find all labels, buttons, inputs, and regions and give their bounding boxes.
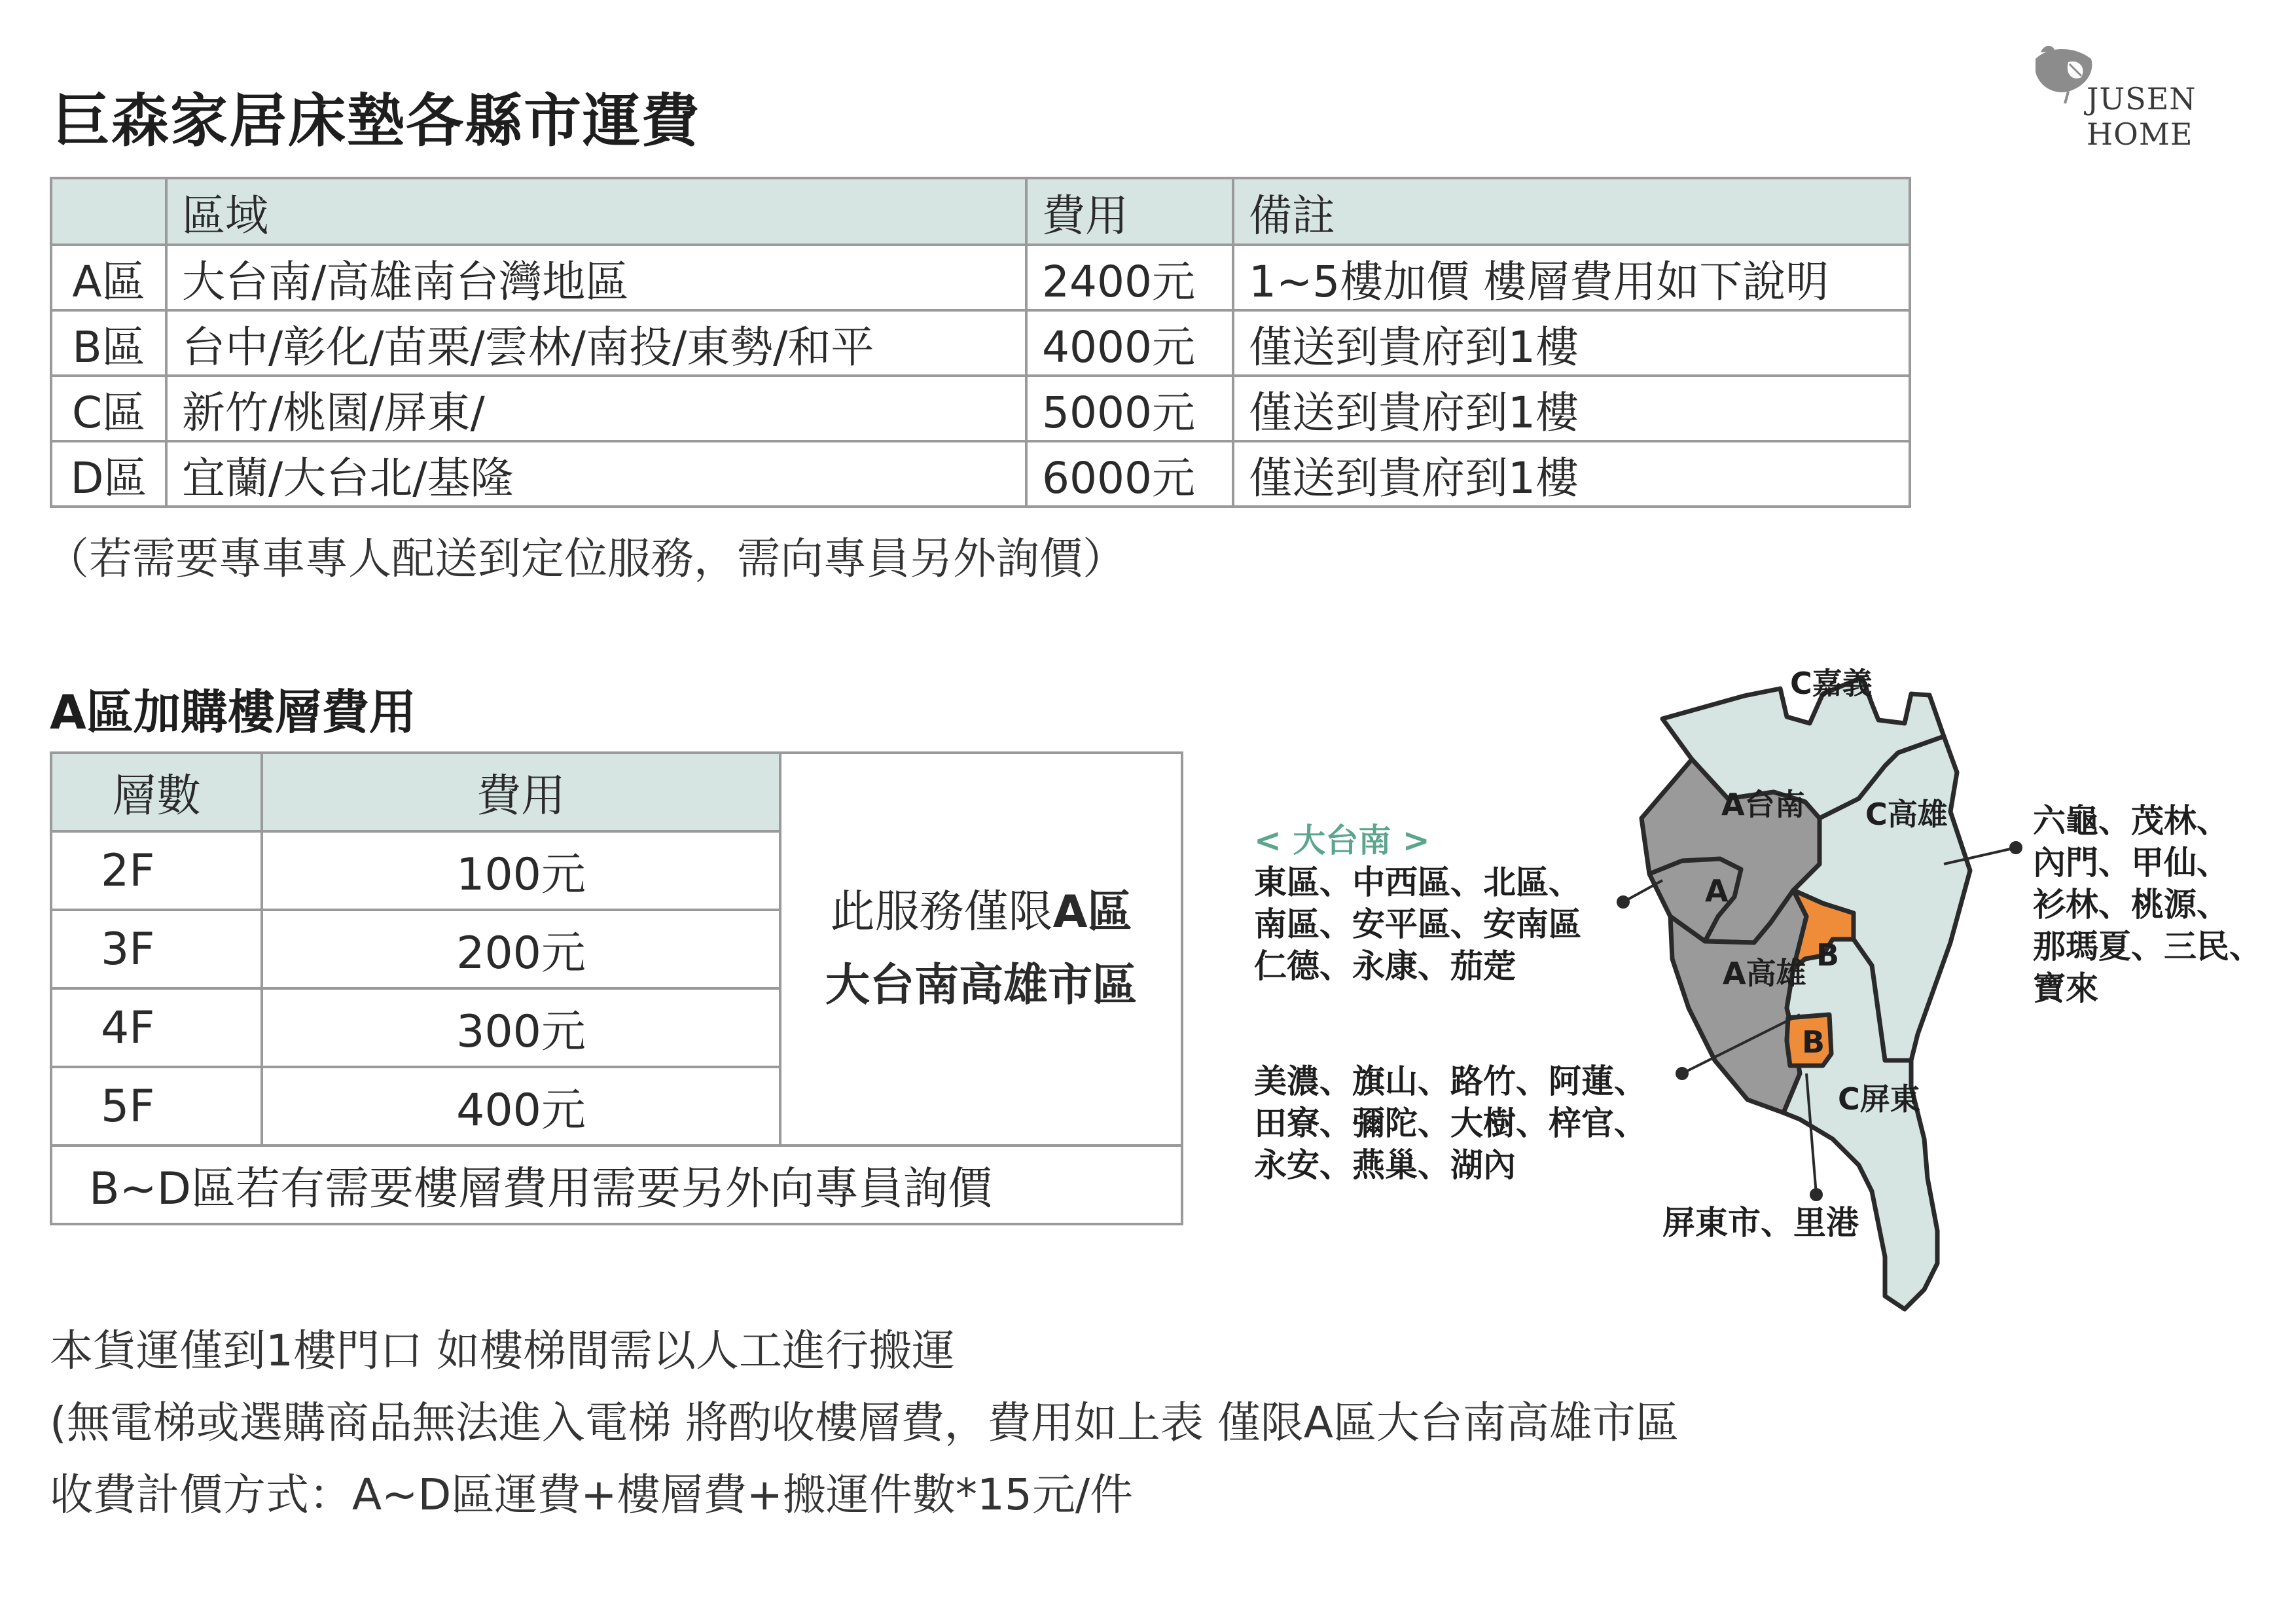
- tainan-line: 東區、中西區、北區、: [1254, 863, 1581, 901]
- page-title: 巨森家居床墊各縣市運費: [52, 87, 701, 154]
- rates-header-fee: 費用: [1026, 178, 1233, 245]
- floor-fee: 100元: [262, 831, 780, 910]
- kaohsiung-c-line: 那瑪夏、三民、: [2033, 928, 2262, 965]
- zone-code: A區: [51, 245, 166, 310]
- label-tainan: A台南: [1721, 787, 1805, 822]
- zone-code: B區: [51, 310, 166, 376]
- tainan-line: 南區、安平區、安南區: [1254, 905, 1581, 943]
- bottom-note: 本貨運僅到1樓門口 如樓梯間需以人工進行搬運: [50, 1326, 955, 1376]
- label-b-upper: B: [1816, 937, 1840, 973]
- zone-note: 1~5樓加價 樓層費用如下說明: [1233, 245, 1910, 310]
- label-chiayi: C嘉義: [1790, 666, 1873, 701]
- rates-row: [51, 441, 1910, 507]
- label-kaohsiung-a: A高雄: [1723, 956, 1806, 991]
- kaohsiung-c-line: 內門、甲仙、: [2033, 844, 2229, 882]
- zone-code: D區: [51, 441, 166, 507]
- bottom-note: 收費計價方式：A~D區運費+樓層費+搬運件數*15元/件: [50, 1470, 1134, 1520]
- service-note-zone: A區: [1052, 886, 1132, 938]
- zone-region: 大台南/高雄南台灣地區: [166, 245, 1026, 310]
- zone-fee: 5000元: [1026, 376, 1233, 441]
- kaohsiung-c-line: 六龜、茂林、: [2033, 802, 2229, 840]
- kaohsiung-c-line: 衫林、桃源、: [2033, 886, 2229, 924]
- kaohsiung-c-line: 寶來: [2033, 969, 2098, 1007]
- zone-region: 宜蘭/大台北/基隆: [166, 441, 1026, 507]
- floor-footer-row: [51, 1146, 1182, 1224]
- floor-level: 2F: [51, 831, 262, 910]
- rates-header-note: 備註: [1233, 178, 1910, 245]
- label-pingtung: C屏東: [1838, 1081, 1920, 1117]
- rates-header-region: 區域: [166, 178, 1026, 245]
- rates-row: [51, 310, 1910, 376]
- service-note: [780, 753, 1182, 1146]
- floor-header-floor: 層數: [51, 753, 262, 831]
- bottom-note: (無電梯或選購商品無法進入電梯 將酌收樓層費，費用如上表 僅限A區大台南高雄市區: [50, 1398, 1679, 1448]
- callout-dot-tainan: [1618, 897, 1628, 907]
- rates-table: [50, 177, 1911, 508]
- kaohsiung-b-line: 田寮、彌陀、大樹、梓官、: [1254, 1104, 1647, 1142]
- label-a: A: [1705, 873, 1729, 909]
- zone-note: 僅送到貴府到1樓: [1233, 310, 1910, 376]
- floor-level: 4F: [51, 988, 262, 1067]
- callout-dot-kaohsiung-b: [1677, 1068, 1687, 1079]
- zone-code: C區: [51, 376, 166, 441]
- floor-level: 3F: [51, 910, 262, 988]
- zone-region: 新竹/桃園/屏東/: [166, 376, 1026, 441]
- rates-header-code: [51, 178, 166, 245]
- floor-header-fee: 費用: [262, 753, 780, 831]
- floor-footer: B~D區若有需要樓層費用需要另外向專員詢價: [51, 1146, 1182, 1224]
- zone-fee: 2400元: [1026, 245, 1233, 310]
- rates-note: （若需要專車專人配送到定位服務，需向專員另外詢價）: [46, 533, 1126, 584]
- pingtung-label: 屏東市、里港: [1662, 1204, 1859, 1242]
- zone-fee: 4000元: [1026, 310, 1233, 376]
- rates-header-row: [51, 178, 1910, 245]
- label-kaohsiung-c: C高雄: [1865, 797, 1948, 832]
- rates-row: [51, 376, 1910, 441]
- label-b-lower: B: [1802, 1024, 1825, 1060]
- zone-region: 台中/彰化/苗栗/雲林/南投/東勢/和平: [166, 310, 1026, 376]
- tainan-header: < 大台南 >: [1254, 821, 1430, 859]
- service-note-area: 大台南高雄市區: [825, 960, 1137, 1011]
- floor-fee: 300元: [262, 988, 780, 1067]
- rates-row: [51, 245, 1910, 310]
- zone-fee: 6000元: [1026, 441, 1233, 507]
- service-note-prefix: 此服務僅限: [830, 886, 1053, 938]
- callout-dot-kaohsiung-c: [2011, 842, 2021, 853]
- floor-fee: 200元: [262, 910, 780, 988]
- floor-fee: 400元: [262, 1067, 780, 1146]
- floor-header-row: [51, 753, 1182, 831]
- kaohsiung-b-line: 永安、燕巢、湖內: [1254, 1146, 1516, 1184]
- zone-note: 僅送到貴府到1樓: [1233, 376, 1910, 441]
- kaohsiung-b-line: 美濃、旗山、路竹、阿蓮、: [1254, 1062, 1647, 1100]
- callout-dot-pingtung: [1811, 1189, 1821, 1200]
- floor-level: 5F: [51, 1067, 262, 1146]
- floor-fee-table: [50, 751, 1183, 1225]
- logo-text: JUSEN HOME: [2087, 81, 2197, 152]
- floor-section-title: A區加購樓層費用: [50, 685, 416, 740]
- delivery-map: [1230, 602, 2278, 1388]
- tainan-line: 仁德、永康、茄萣: [1254, 947, 1516, 985]
- zone-note: 僅送到貴府到1樓: [1233, 441, 1910, 507]
